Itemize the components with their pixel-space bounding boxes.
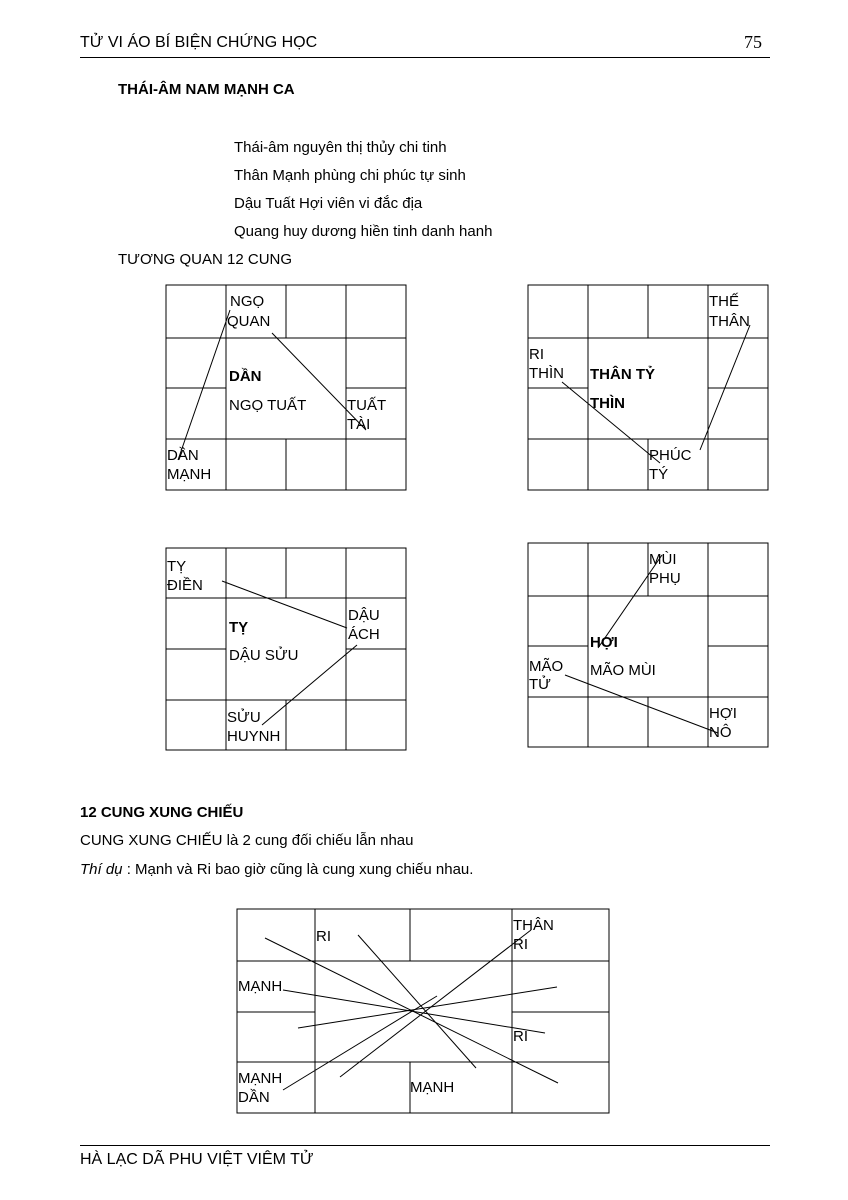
chart1-center-bold: DẦN (229, 368, 262, 385)
chart4-no-label: NÔ (709, 724, 732, 741)
chart2-than-label: THÂN (709, 313, 750, 330)
chart4-center-bold: HỢI (590, 634, 618, 651)
chart3-huynh-label: HUYNH (227, 728, 281, 745)
chart5-manh-dan-label: MẠNH (238, 1070, 283, 1087)
chart5-manh-left: MẠNH (238, 978, 283, 995)
example-text: : Mạnh và Ri bao giờ cũng là cung xung chiếu nhau. (122, 861, 474, 878)
chart1-ngo-label: NGỌ (230, 293, 265, 310)
chart4-mui-label: MÙI (649, 551, 677, 568)
chart2-phuc-label: PHÚC (649, 447, 692, 464)
chart5-ri-under-than: RI (513, 936, 528, 953)
chart2-ty-label: TÝ (649, 466, 669, 483)
chart2-the-label: THẾ (709, 293, 739, 310)
chart5-than-label: THÂN (513, 917, 554, 934)
chart1-dan-label: DẦN (167, 447, 199, 464)
chart5-ri-right: RI (513, 1028, 528, 1045)
chart5-manh-bottom: MẠNH (410, 1079, 455, 1096)
chart4-tu-label: TỬ (529, 676, 551, 693)
chart4-hoi-label: HỢI (709, 705, 737, 722)
chart1-tuat-label: TUẤT (347, 397, 387, 414)
section-title-xung-chieu: 12 CUNG XUNG CHIẾU (80, 804, 244, 821)
relation-heading: TƯƠNG QUAN 12 CUNG (118, 251, 293, 268)
chart4-center-text: MÃO MÙI (590, 662, 656, 679)
chart3-ach-label: ÁCH (348, 626, 380, 643)
chart1-quan-label: QUAN (227, 313, 271, 330)
chart1-manh-label: MẠNH (167, 466, 212, 483)
chart4-phu-label: PHỤ (649, 570, 681, 587)
chart2-thin-label: THÌN (529, 365, 564, 382)
section-title-thai-am: THÁI-ÂM NAM MẠNH CA (118, 81, 295, 98)
running-footer: HÀ LẠC DÃ PHU VIỆT VIÊM TỬ (80, 1151, 314, 1168)
chart1-grid (166, 285, 406, 490)
chart3-suu-label: SỬU (227, 709, 261, 726)
chart3-center-bold: TỴ (229, 619, 249, 636)
xung-chieu-example (80, 861, 473, 878)
footer-rule (80, 1145, 770, 1146)
chart5-ri-top: RI (316, 928, 331, 945)
example-label: Thí dụ (80, 861, 123, 878)
chart2-center-bold-2: THÌN (590, 395, 625, 412)
chart4-mao-label: MÃO (529, 658, 564, 675)
verse-line: Quang huy dương hiền tinh danh hanh (234, 223, 493, 240)
chart3-dien-label: ĐIỀN (167, 577, 203, 594)
page-number: 75 (744, 32, 762, 52)
verse-line: Thân Mạnh phùng chi phúc tự sinh (234, 167, 466, 184)
chart1-center-text: NGỌ TUẤT (229, 397, 307, 414)
chart3-center-text: DẬU SỬU (229, 647, 299, 664)
chart2-center-bold: THÂN TỶ (590, 366, 655, 383)
chart3-ty-label: TỴ (167, 558, 187, 575)
chart3-dau-label: DẬU (348, 607, 380, 624)
verse-line: Thái-âm nguyên thị thủy chi tinh (234, 139, 447, 156)
chart1-tai-label: TÀI (347, 416, 371, 433)
verse-line: Dậu Tuất Hợi viên vi đắc địa (234, 195, 423, 212)
chart5-dan-label: DẦN (238, 1089, 270, 1106)
chart2-ri-label: RI (529, 346, 544, 363)
xung-chieu-definition: CUNG XUNG CHIẾU là 2 cung đối chiếu lẫn nhau (80, 832, 414, 849)
running-header: TỬ VI ÁO BÍ BIỆN CHỨNG HỌC (80, 34, 318, 51)
